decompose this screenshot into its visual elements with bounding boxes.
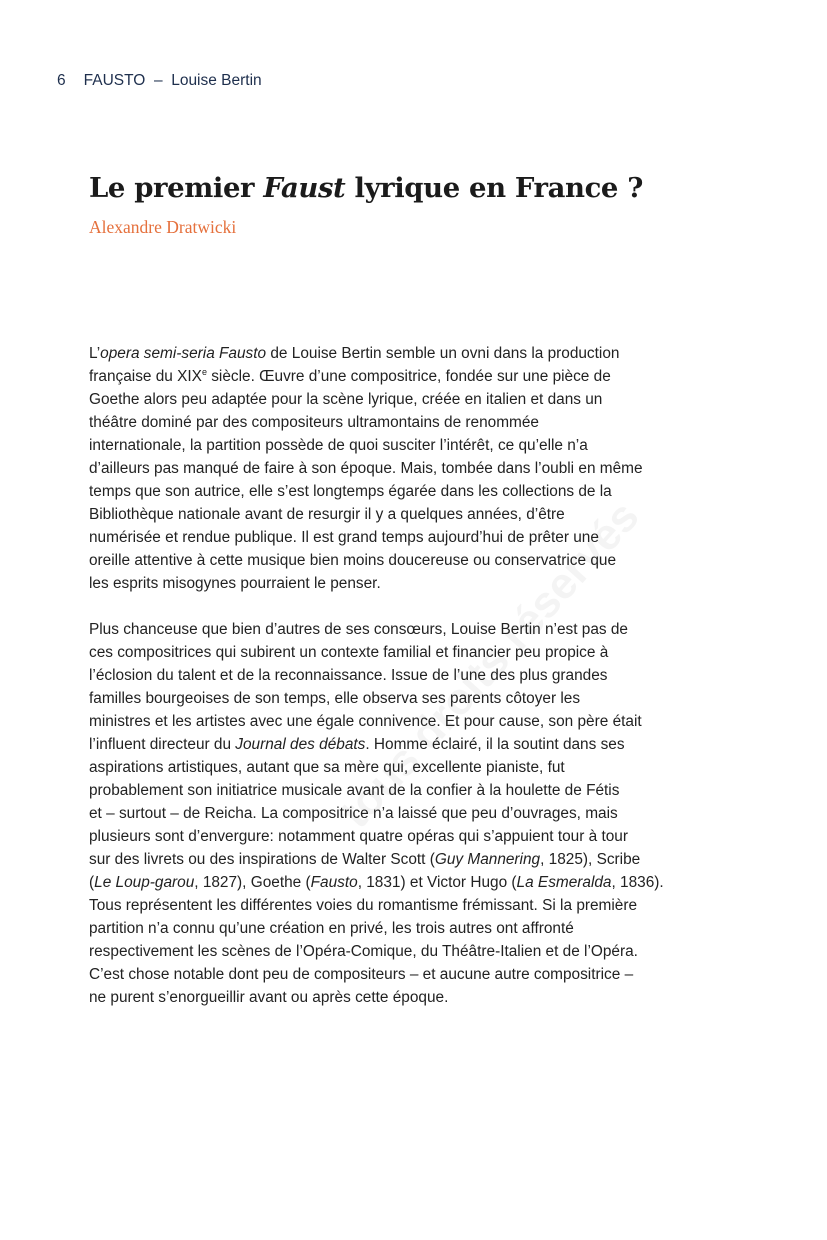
text-segment: partition n’a connu qu’une création en privé, les trois autres ont affronté xyxy=(89,920,574,937)
text-segment: Plus chanceuse que bien d’autres de ses consœurs, Louise Bertin n’est pas de xyxy=(89,621,628,638)
text-segment: et – surtout – de Reicha. La compositrice n’a laissé que peu d’ouvrages, mais xyxy=(89,805,618,822)
title-before: Le premier xyxy=(89,172,264,204)
text-line xyxy=(89,779,749,802)
text-line xyxy=(89,894,749,917)
text-line xyxy=(89,434,749,457)
text-segment: Tous représentent les différentes voies du romantisme frémissant. Si la première xyxy=(89,897,638,914)
text-line xyxy=(89,733,749,756)
italic-text: Le Loup-garou xyxy=(94,874,195,891)
text-line xyxy=(89,664,749,687)
text-line xyxy=(89,480,749,503)
text-segment: internationale, la partition possède de quoi susciter l’intérêt, ce qu’elle n’a xyxy=(89,437,588,454)
text-line xyxy=(89,457,749,480)
text-segment: française du XIX xyxy=(89,368,202,385)
text-line xyxy=(89,940,749,963)
text-line xyxy=(89,342,749,365)
text-segment: . Homme éclairé, il la soutint dans ses xyxy=(365,736,625,753)
text-segment: ministres et les artistes avec une égale connivence. Et pour cause, son père était xyxy=(89,713,642,730)
text-segment: numérisée et rendue publique. Il est grand temps aujourd’hui de prêter une xyxy=(89,529,599,546)
text-line xyxy=(89,618,749,641)
text-line xyxy=(89,917,749,940)
text-segment: les esprits misogynes pourraient le penser. xyxy=(89,575,381,592)
text-segment: sur des livrets ou des inspirations de Walter Scott ( xyxy=(89,851,435,868)
text-line xyxy=(89,986,749,1009)
text-segment: ne purent s’enorgueillir avant ou après cette époque. xyxy=(89,989,449,1006)
title-italic: Faust xyxy=(263,172,346,204)
text-segment: , 1831) et Victor Hugo ( xyxy=(357,874,517,891)
text-segment: L’ xyxy=(89,345,101,362)
italic-text: opera semi-seria Fausto xyxy=(100,345,267,362)
text-line xyxy=(89,756,749,779)
superscript: e xyxy=(201,366,207,377)
page-number: 6 xyxy=(57,72,66,89)
title-after: lyrique en France ? xyxy=(345,172,643,204)
text-segment: , 1827), Goethe ( xyxy=(194,874,311,891)
text-segment: ( xyxy=(89,874,95,891)
text-segment: aspirations artistiques, autant que sa mère qui, excellente pianiste, fut xyxy=(89,759,565,776)
running-head-title: FAUSTO – Louise Bertin xyxy=(83,72,262,89)
text-segment: théâtre dominé par des compositeurs ultramontains de renommée xyxy=(89,414,539,431)
text-line xyxy=(89,825,749,848)
text-line xyxy=(89,503,749,526)
text-segment: l’influent directeur du xyxy=(89,736,236,753)
text-line xyxy=(89,388,749,411)
text-line xyxy=(89,848,749,871)
text-segment: ces compositrices qui subirent un contexte familial et financier peu propice à xyxy=(89,644,609,661)
text-line xyxy=(89,710,749,733)
article-body xyxy=(89,342,749,1032)
text-segment: probablement son initiatrice musicale avant de la confier à la houlette de Fétis xyxy=(89,782,620,799)
text-line xyxy=(89,549,749,572)
text-line xyxy=(89,365,749,388)
article-author: Alexandre Dratwicki xyxy=(89,217,237,237)
text-line xyxy=(89,963,749,986)
text-segment: C’est chose notable dont peu de compositeurs – et aucune autre compositrice – xyxy=(89,966,634,983)
text-segment: d’ailleurs pas manqué de faire à son époque. Mais, tombée dans l’oubli en même xyxy=(89,460,643,477)
text-segment: familles bourgeoises de son temps, elle observa ses parents côtoyer les xyxy=(89,690,581,707)
italic-text: Guy Mannering xyxy=(434,851,541,868)
text-segment: oreille attentive à cette musique bien moins doucereuse ou conservatrice que xyxy=(89,552,617,569)
text-segment: , 1836). xyxy=(611,874,664,891)
text-segment: Goethe alors peu adaptée pour la scène lyrique, créée en italien et dans un xyxy=(89,391,603,408)
article-title xyxy=(89,172,643,204)
text-line xyxy=(89,687,749,710)
text-segment: l’éclosion du talent et de la reconnaissance. Issue de l’une des plus grandes xyxy=(89,667,608,684)
text-line xyxy=(89,526,749,549)
text-segment: temps que son autrice, elle s’est longtemps égarée dans les collections de la xyxy=(89,483,612,500)
text-segment: Bibliothèque nationale avant de resurgir il y a quelques années, d’être xyxy=(89,506,565,523)
text-segment: , 1825), Scribe xyxy=(540,851,641,868)
italic-text: Fausto xyxy=(310,874,358,891)
text-segment: siècle. Œuvre d’une compositrice, fondée sur une pièce de xyxy=(206,368,611,385)
text-line xyxy=(89,572,749,595)
running-head xyxy=(57,72,262,90)
paragraph xyxy=(89,618,749,1009)
text-line xyxy=(89,871,749,894)
text-segment: plusieurs sont d’envergure: notamment quatre opéras qui s’appuient tour à tour xyxy=(89,828,628,845)
italic-text: La Esmeralda xyxy=(516,874,612,891)
text-line xyxy=(89,411,749,434)
text-line xyxy=(89,802,749,825)
paragraph xyxy=(89,342,749,595)
text-line xyxy=(89,641,749,664)
text-segment: respectivement les scènes de l’Opéra-Comique, du Théâtre-Italien et de l’Opéra. xyxy=(89,943,638,960)
text-segment: de Louise Bertin semble un ovni dans la production xyxy=(266,345,620,362)
italic-text: Journal des débats xyxy=(235,736,366,753)
